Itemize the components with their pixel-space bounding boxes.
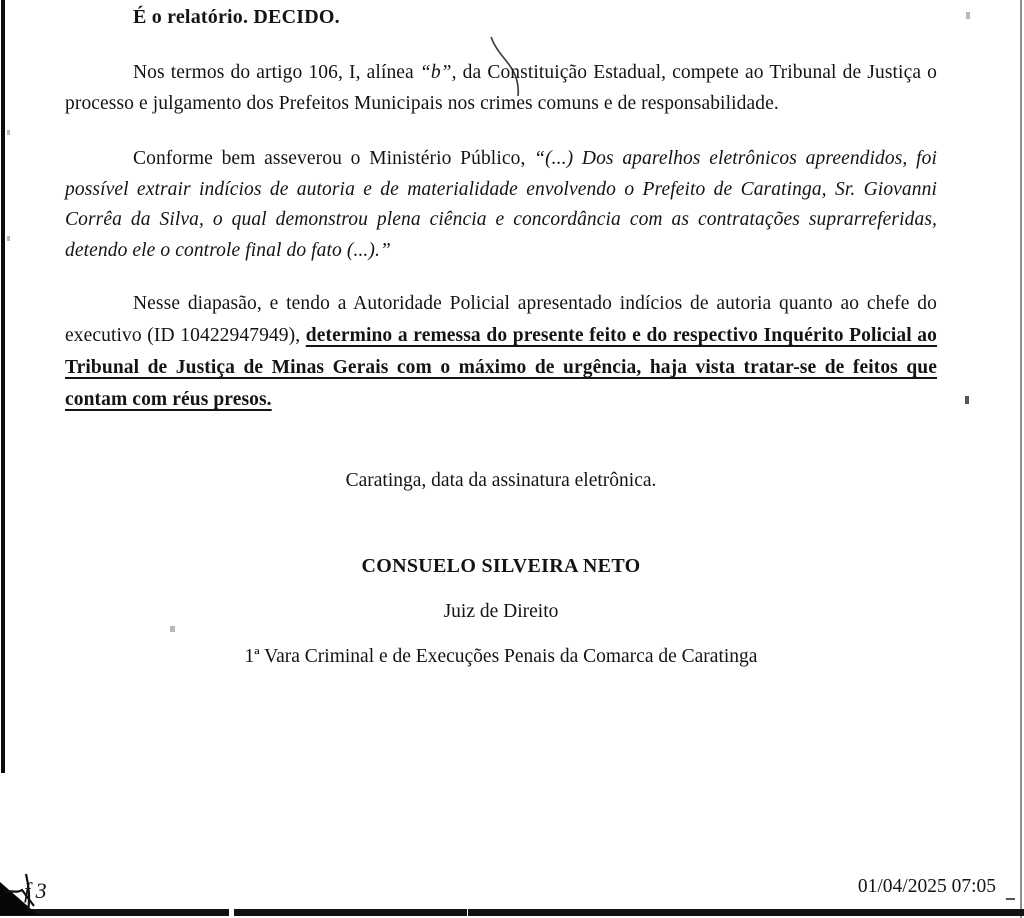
scan-speck-edge-1: [7, 130, 10, 135]
scan-speck-edge-2: [7, 236, 10, 241]
place-date-line: Caratinga, data da assinatura eletrônica.: [345, 470, 657, 491]
paragraph-quote-lead: Conforme bem asseverou o Ministério Público,: [133, 148, 535, 169]
footer-timestamp: 01/04/2025 07:05: [857, 876, 996, 897]
paragraph-prosecution-quote: [65, 144, 937, 266]
paragraph-jurisdiction: [65, 58, 937, 119]
scan-tick-bottom-right: [1006, 898, 1015, 900]
scan-speck-top-right: [966, 12, 970, 19]
scan-speck-right-middle: [965, 396, 969, 404]
paragraph-decision-order: determino a remessa do presente feito e do respectivo Inquérito Policial ao Tribunal de Justiça de Minas Gerais com o máximo de urgência, haja vista tratar-se de feitos que contam com réus presos.: [65, 325, 938, 410]
paragraph-jurisdiction-rest: , da Constituição Estadual, compete ao Tribunal de Justiça o processo e julgamento dos Prefeitos Municipais nos crimes comuns e de responsabilidade.: [65, 62, 937, 114]
signer-name: CONSUELO SILVEIRA NETO: [361, 555, 641, 577]
paragraph-decision-lead: Nesse diapasão, e tendo a Autoridade Policial apresentado indícios de autoria quanto ao chefe do executivo (ID 10422947949),: [65, 293, 937, 346]
decision-heading: É o relatório. DECIDO.: [133, 6, 340, 28]
paragraph-jurisdiction-lead: Nos termos do artigo 106, I, alínea: [133, 62, 420, 83]
signer-court: 1ª Vara Criminal e de Execuções Penais da Comarca de Caratinga: [244, 646, 758, 667]
scan-left-edge-line: [1, 0, 5, 773]
paragraph-jurisdiction-italic: “b”: [419, 62, 452, 83]
paragraph-quote-citation: “(...) Dos aparelhos eletrônicos apreendidos, foi possível extrair indícios de autoria e de materialidade envolvendo o Prefeito de Caratinga, Sr. Giovanni Corrêa da Silva, o qual demonstrou plena ciência e concordância com as contratações suprarreferidas, detendo ele o controle final do fato (...).”: [65, 148, 937, 261]
signer-title: Juiz de Direito: [443, 601, 559, 622]
page-number-marker: f 3: [24, 878, 47, 903]
paragraph-decision: [65, 288, 937, 416]
document-body: [65, 0, 937, 918]
scan-right-edge-line: [1020, 0, 1022, 918]
